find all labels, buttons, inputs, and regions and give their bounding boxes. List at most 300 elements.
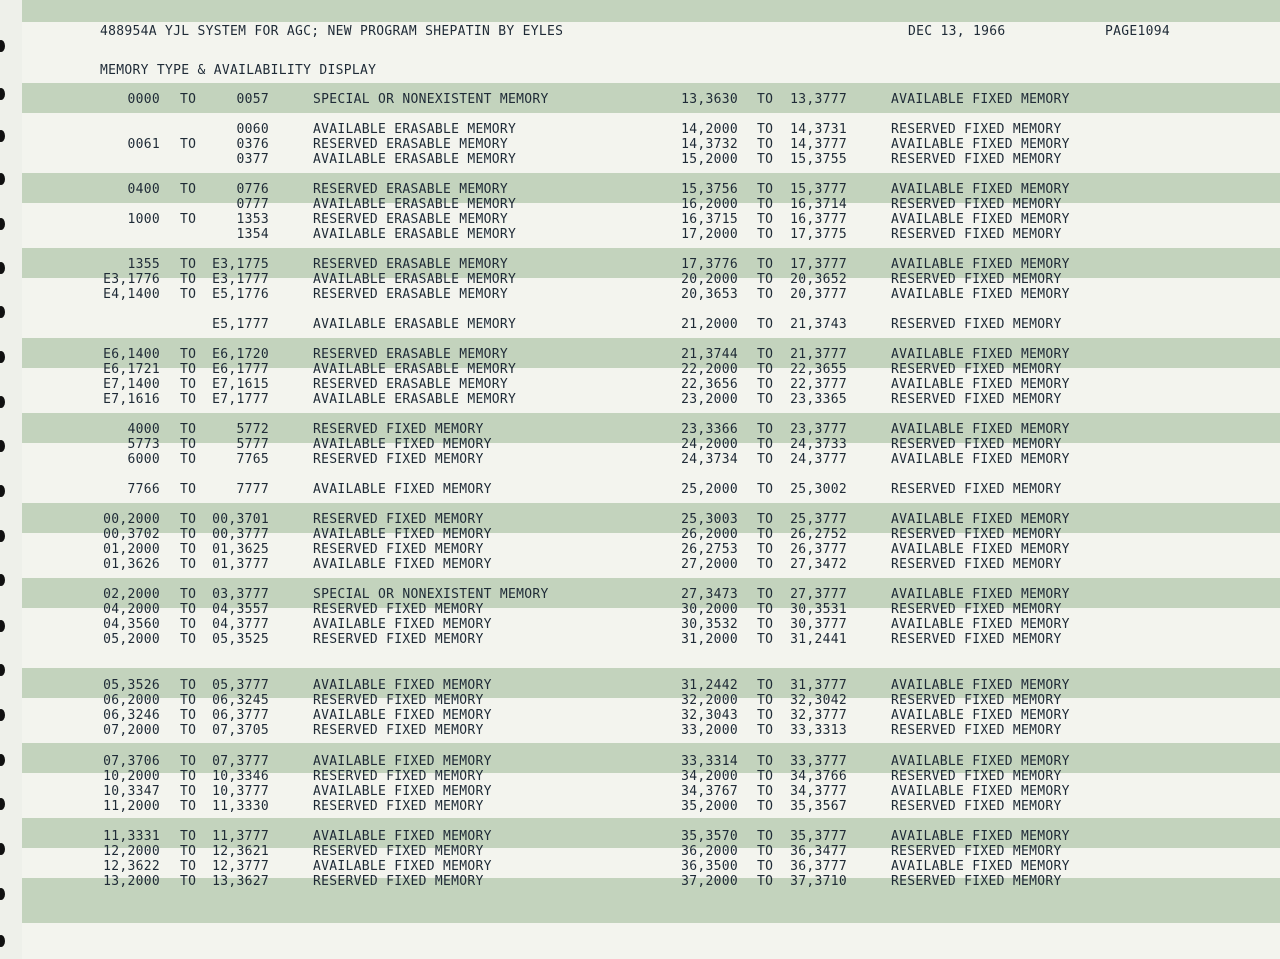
fixed-memory-type: RESERVED FIXED MEMORY xyxy=(891,227,1062,242)
range-end: 11,3330 xyxy=(212,799,269,814)
fixed-range-end: 17,3775 xyxy=(790,227,847,242)
feed-hole xyxy=(0,440,5,452)
to-label: TO xyxy=(757,377,774,392)
range-end: 00,3777 xyxy=(212,527,269,542)
printout-page xyxy=(22,0,1280,959)
memory-type: AVAILABLE ERASABLE MEMORY xyxy=(313,362,517,377)
table-row xyxy=(22,678,1280,693)
range-start: E7,1616 xyxy=(103,392,160,407)
range-start: 12,2000 xyxy=(103,844,160,859)
range-start: 5773 xyxy=(127,437,160,452)
memory-type: AVAILABLE FIXED MEMORY xyxy=(313,557,492,572)
range-end: 04,3777 xyxy=(212,617,269,632)
fixed-range-end: 14,3777 xyxy=(790,137,847,152)
to-label: TO xyxy=(757,557,774,572)
fixed-range-start: 21,3744 xyxy=(681,347,738,362)
to-label: TO xyxy=(757,617,774,632)
table-row xyxy=(22,152,1280,167)
range-start: 04,2000 xyxy=(103,602,160,617)
table-row xyxy=(22,197,1280,212)
fixed-memory-type: RESERVED FIXED MEMORY xyxy=(891,844,1062,859)
to-label: TO xyxy=(757,602,774,617)
range-start: 0400 xyxy=(127,182,160,197)
fixed-range-start: 26,2000 xyxy=(681,527,738,542)
fixed-range-end: 27,3472 xyxy=(790,557,847,572)
memory-type: RESERVED FIXED MEMORY xyxy=(313,422,484,437)
tractor-feed-strip xyxy=(0,0,22,959)
to-label: TO xyxy=(180,617,197,632)
fixed-range-start: 16,2000 xyxy=(681,197,738,212)
to-label: TO xyxy=(757,587,774,602)
memory-type: RESERVED ERASABLE MEMORY xyxy=(313,347,509,362)
memory-type: AVAILABLE ERASABLE MEMORY xyxy=(313,227,517,242)
fixed-range-end: 16,3714 xyxy=(790,197,847,212)
to-label: TO xyxy=(757,287,774,302)
range-start: 11,3331 xyxy=(103,829,160,844)
fixed-memory-type: AVAILABLE FIXED MEMORY xyxy=(891,829,1070,844)
range-start: 06,3246 xyxy=(103,708,160,723)
fixed-range-start: 14,3732 xyxy=(681,137,738,152)
to-label: TO xyxy=(180,602,197,617)
to-label: TO xyxy=(180,482,197,497)
to-label: TO xyxy=(180,799,197,814)
to-label: TO xyxy=(180,257,197,272)
fixed-memory-type: RESERVED FIXED MEMORY xyxy=(891,122,1062,137)
to-label: TO xyxy=(180,452,197,467)
feed-hole xyxy=(0,173,5,185)
range-start: 05,2000 xyxy=(103,632,160,647)
fixed-range-start: 35,3570 xyxy=(681,829,738,844)
memory-type: RESERVED FIXED MEMORY xyxy=(313,769,484,784)
fixed-range-end: 23,3777 xyxy=(790,422,847,437)
to-label: TO xyxy=(757,799,774,814)
range-end: 0060 xyxy=(236,122,269,137)
to-label: TO xyxy=(757,317,774,332)
memory-type: RESERVED ERASABLE MEMORY xyxy=(313,212,509,227)
range-end: 0376 xyxy=(236,137,269,152)
memory-type: AVAILABLE FIXED MEMORY xyxy=(313,859,492,874)
table-row xyxy=(22,617,1280,632)
fixed-memory-type: AVAILABLE FIXED MEMORY xyxy=(891,92,1070,107)
to-label: TO xyxy=(757,437,774,452)
range-end: 01,3777 xyxy=(212,557,269,572)
fixed-range-end: 25,3002 xyxy=(790,482,847,497)
range-start: 10,3347 xyxy=(103,784,160,799)
to-label: TO xyxy=(757,482,774,497)
range-end: 10,3777 xyxy=(212,784,269,799)
table-row xyxy=(22,542,1280,557)
memory-type: RESERVED FIXED MEMORY xyxy=(313,452,484,467)
fixed-memory-type: AVAILABLE FIXED MEMORY xyxy=(891,678,1070,693)
fixed-memory-type: AVAILABLE FIXED MEMORY xyxy=(891,347,1070,362)
memory-type: RESERVED ERASABLE MEMORY xyxy=(313,182,509,197)
fixed-range-end: 34,3777 xyxy=(790,784,847,799)
fixed-range-end: 33,3777 xyxy=(790,754,847,769)
table-row xyxy=(22,754,1280,769)
display-subtitle: MEMORY TYPE & AVAILABILITY DISPLAY xyxy=(100,63,377,78)
memory-type: RESERVED FIXED MEMORY xyxy=(313,632,484,647)
fixed-memory-type: RESERVED FIXED MEMORY xyxy=(891,527,1062,542)
fixed-range-end: 32,3042 xyxy=(790,693,847,708)
to-label: TO xyxy=(757,723,774,738)
feed-hole xyxy=(0,843,5,855)
range-start: 6000 xyxy=(127,452,160,467)
fixed-range-start: 13,3630 xyxy=(681,92,738,107)
range-start: 11,2000 xyxy=(103,799,160,814)
table-row xyxy=(22,287,1280,302)
range-end: 1353 xyxy=(236,212,269,227)
range-start: 07,2000 xyxy=(103,723,160,738)
table-row xyxy=(22,257,1280,272)
to-label: TO xyxy=(757,227,774,242)
fixed-range-start: 22,3656 xyxy=(681,377,738,392)
range-start: 07,3706 xyxy=(103,754,160,769)
fixed-memory-type: AVAILABLE FIXED MEMORY xyxy=(891,512,1070,527)
table-row xyxy=(22,587,1280,602)
range-end: 12,3777 xyxy=(212,859,269,874)
fixed-memory-type: RESERVED FIXED MEMORY xyxy=(891,874,1062,889)
to-label: TO xyxy=(757,422,774,437)
fixed-range-end: 26,2752 xyxy=(790,527,847,542)
fixed-memory-type: RESERVED FIXED MEMORY xyxy=(891,557,1062,572)
to-label: TO xyxy=(180,587,197,602)
range-end: E3,1777 xyxy=(212,272,269,287)
to-label: TO xyxy=(757,512,774,527)
to-label: TO xyxy=(757,754,774,769)
range-end: 0776 xyxy=(236,182,269,197)
fixed-memory-type: RESERVED FIXED MEMORY xyxy=(891,362,1062,377)
fixed-range-start: 14,2000 xyxy=(681,122,738,137)
memory-type: RESERVED FIXED MEMORY xyxy=(313,602,484,617)
memory-type: RESERVED ERASABLE MEMORY xyxy=(313,137,509,152)
feed-hole xyxy=(0,709,5,721)
to-label: TO xyxy=(180,844,197,859)
memory-type: AVAILABLE FIXED MEMORY xyxy=(313,482,492,497)
fixed-range-start: 24,2000 xyxy=(681,437,738,452)
fixed-range-end: 32,3777 xyxy=(790,708,847,723)
fixed-range-end: 13,3777 xyxy=(790,92,847,107)
range-end: 11,3777 xyxy=(212,829,269,844)
to-label: TO xyxy=(757,678,774,693)
range-end: 01,3625 xyxy=(212,542,269,557)
to-label: TO xyxy=(180,437,197,452)
fixed-memory-type: RESERVED FIXED MEMORY xyxy=(891,799,1062,814)
fixed-range-end: 35,3567 xyxy=(790,799,847,814)
table-row xyxy=(22,437,1280,452)
table-row xyxy=(22,602,1280,617)
fixed-range-end: 24,3733 xyxy=(790,437,847,452)
memory-type: SPECIAL OR NONEXISTENT MEMORY xyxy=(313,92,549,107)
feed-hole xyxy=(0,888,5,900)
fixed-range-start: 20,3653 xyxy=(681,287,738,302)
memory-type: AVAILABLE ERASABLE MEMORY xyxy=(313,392,517,407)
table-row xyxy=(22,212,1280,227)
range-end: 0057 xyxy=(236,92,269,107)
memory-type: RESERVED FIXED MEMORY xyxy=(313,542,484,557)
fixed-range-end: 37,3710 xyxy=(790,874,847,889)
to-label: TO xyxy=(180,784,197,799)
range-end: 10,3346 xyxy=(212,769,269,784)
table-row xyxy=(22,392,1280,407)
feed-hole xyxy=(0,218,5,230)
range-end: E5,1777 xyxy=(212,317,269,332)
range-end: 13,3627 xyxy=(212,874,269,889)
fixed-range-start: 15,3756 xyxy=(681,182,738,197)
table-row xyxy=(22,512,1280,527)
fixed-range-end: 30,3531 xyxy=(790,602,847,617)
fixed-memory-type: AVAILABLE FIXED MEMORY xyxy=(891,452,1070,467)
feed-hole xyxy=(0,396,5,408)
to-label: TO xyxy=(757,844,774,859)
table-row xyxy=(22,769,1280,784)
fixed-range-end: 35,3777 xyxy=(790,829,847,844)
memory-type: AVAILABLE FIXED MEMORY xyxy=(313,829,492,844)
memory-type: RESERVED FIXED MEMORY xyxy=(313,799,484,814)
fixed-range-start: 24,3734 xyxy=(681,452,738,467)
fixed-range-start: 37,2000 xyxy=(681,874,738,889)
to-label: TO xyxy=(757,829,774,844)
to-label: TO xyxy=(757,859,774,874)
fixed-range-start: 16,3715 xyxy=(681,212,738,227)
fixed-range-end: 22,3655 xyxy=(790,362,847,377)
memory-type: RESERVED ERASABLE MEMORY xyxy=(313,257,509,272)
fixed-memory-type: RESERVED FIXED MEMORY xyxy=(891,392,1062,407)
fixed-memory-type: RESERVED FIXED MEMORY xyxy=(891,769,1062,784)
table-row xyxy=(22,452,1280,467)
fixed-range-end: 34,3766 xyxy=(790,769,847,784)
table-row xyxy=(22,723,1280,738)
feed-hole xyxy=(0,530,5,542)
to-label: TO xyxy=(180,362,197,377)
to-label: TO xyxy=(757,708,774,723)
fixed-range-end: 16,3777 xyxy=(790,212,847,227)
fixed-range-start: 25,2000 xyxy=(681,482,738,497)
fixed-range-start: 21,2000 xyxy=(681,317,738,332)
fixed-range-end: 36,3777 xyxy=(790,859,847,874)
to-label: TO xyxy=(757,362,774,377)
range-start: 04,3560 xyxy=(103,617,160,632)
range-start: E7,1400 xyxy=(103,377,160,392)
range-end: E7,1777 xyxy=(212,392,269,407)
range-start: 00,3702 xyxy=(103,527,160,542)
fixed-range-start: 17,3776 xyxy=(681,257,738,272)
fixed-range-end: 21,3743 xyxy=(790,317,847,332)
fixed-range-end: 22,3777 xyxy=(790,377,847,392)
to-label: TO xyxy=(180,557,197,572)
to-label: TO xyxy=(180,212,197,227)
table-row xyxy=(22,693,1280,708)
fixed-range-start: 15,2000 xyxy=(681,152,738,167)
fixed-memory-type: AVAILABLE FIXED MEMORY xyxy=(891,587,1070,602)
feed-hole xyxy=(0,574,5,586)
range-start: 4000 xyxy=(127,422,160,437)
range-end: 06,3777 xyxy=(212,708,269,723)
feed-hole xyxy=(0,40,5,52)
fixed-range-end: 27,3777 xyxy=(790,587,847,602)
range-end: 7777 xyxy=(236,482,269,497)
range-start: E6,1721 xyxy=(103,362,160,377)
table-row xyxy=(22,784,1280,799)
memory-type: AVAILABLE FIXED MEMORY xyxy=(313,754,492,769)
fixed-memory-type: AVAILABLE FIXED MEMORY xyxy=(891,754,1070,769)
range-end: 00,3701 xyxy=(212,512,269,527)
fixed-range-end: 15,3755 xyxy=(790,152,847,167)
fixed-range-end: 36,3477 xyxy=(790,844,847,859)
to-label: TO xyxy=(180,512,197,527)
memory-type: AVAILABLE FIXED MEMORY xyxy=(313,617,492,632)
memory-type: RESERVED ERASABLE MEMORY xyxy=(313,377,509,392)
fixed-memory-type: RESERVED FIXED MEMORY xyxy=(891,723,1062,738)
range-start: E3,1776 xyxy=(103,272,160,287)
range-end: E3,1775 xyxy=(212,257,269,272)
feed-hole xyxy=(0,798,5,810)
fixed-memory-type: AVAILABLE FIXED MEMORY xyxy=(891,257,1070,272)
range-start: E4,1400 xyxy=(103,287,160,302)
fixed-range-start: 23,2000 xyxy=(681,392,738,407)
to-label: TO xyxy=(757,197,774,212)
table-row xyxy=(22,844,1280,859)
range-end: 07,3705 xyxy=(212,723,269,738)
to-label: TO xyxy=(757,347,774,362)
fixed-range-end: 17,3777 xyxy=(790,257,847,272)
fixed-range-start: 22,2000 xyxy=(681,362,738,377)
memory-type: RESERVED ERASABLE MEMORY xyxy=(313,287,509,302)
range-start: 13,2000 xyxy=(103,874,160,889)
to-label: TO xyxy=(180,829,197,844)
to-label: TO xyxy=(180,678,197,693)
to-label: TO xyxy=(757,152,774,167)
feed-hole xyxy=(0,485,5,497)
range-start: 01,2000 xyxy=(103,542,160,557)
feed-hole xyxy=(0,664,5,676)
to-label: TO xyxy=(180,874,197,889)
fixed-memory-type: AVAILABLE FIXED MEMORY xyxy=(891,542,1070,557)
range-start: 7766 xyxy=(127,482,160,497)
table-row xyxy=(22,708,1280,723)
to-label: TO xyxy=(180,92,197,107)
range-start: 1000 xyxy=(127,212,160,227)
memory-type: AVAILABLE FIXED MEMORY xyxy=(313,678,492,693)
table-row xyxy=(22,272,1280,287)
fixed-range-end: 20,3777 xyxy=(790,287,847,302)
table-row xyxy=(22,799,1280,814)
fixed-memory-type: RESERVED FIXED MEMORY xyxy=(891,693,1062,708)
table-row xyxy=(22,227,1280,242)
table-row xyxy=(22,874,1280,889)
fixed-range-start: 35,2000 xyxy=(681,799,738,814)
fixed-range-end: 31,2441 xyxy=(790,632,847,647)
range-end: E6,1777 xyxy=(212,362,269,377)
to-label: TO xyxy=(180,632,197,647)
memory-type: AVAILABLE FIXED MEMORY xyxy=(313,708,492,723)
fixed-range-end: 20,3652 xyxy=(790,272,847,287)
range-start: 01,3626 xyxy=(103,557,160,572)
to-label: TO xyxy=(180,859,197,874)
memory-type: RESERVED FIXED MEMORY xyxy=(313,512,484,527)
fixed-range-end: 23,3365 xyxy=(790,392,847,407)
fixed-range-start: 31,2000 xyxy=(681,632,738,647)
to-label: TO xyxy=(757,784,774,799)
feed-hole xyxy=(0,754,5,766)
memory-type: SPECIAL OR NONEXISTENT MEMORY xyxy=(313,587,549,602)
to-label: TO xyxy=(757,122,774,137)
fixed-memory-type: AVAILABLE FIXED MEMORY xyxy=(891,182,1070,197)
range-start: 0061 xyxy=(127,137,160,152)
fixed-memory-type: RESERVED FIXED MEMORY xyxy=(891,437,1062,452)
fixed-range-end: 14,3731 xyxy=(790,122,847,137)
to-label: TO xyxy=(757,874,774,889)
range-end: 05,3777 xyxy=(212,678,269,693)
fixed-range-start: 30,3532 xyxy=(681,617,738,632)
fixed-memory-type: AVAILABLE FIXED MEMORY xyxy=(891,784,1070,799)
feed-hole xyxy=(0,306,5,318)
to-label: TO xyxy=(757,392,774,407)
range-start: 02,2000 xyxy=(103,587,160,602)
to-label: TO xyxy=(757,542,774,557)
to-label: TO xyxy=(180,542,197,557)
fixed-range-start: 33,3314 xyxy=(681,754,738,769)
fixed-range-start: 27,2000 xyxy=(681,557,738,572)
header-date: DEC 13, 1966 xyxy=(908,24,1006,39)
fixed-range-end: 21,3777 xyxy=(790,347,847,362)
fixed-range-end: 31,3777 xyxy=(790,678,847,693)
memory-type: AVAILABLE ERASABLE MEMORY xyxy=(313,197,517,212)
fixed-range-start: 27,3473 xyxy=(681,587,738,602)
range-start: 06,2000 xyxy=(103,693,160,708)
fixed-memory-type: AVAILABLE FIXED MEMORY xyxy=(891,212,1070,227)
feed-hole xyxy=(0,88,5,100)
to-label: TO xyxy=(757,527,774,542)
memory-type: AVAILABLE FIXED MEMORY xyxy=(313,527,492,542)
range-end: 0777 xyxy=(236,197,269,212)
feed-hole xyxy=(0,620,5,632)
memory-type: AVAILABLE ERASABLE MEMORY xyxy=(313,272,517,287)
fixed-range-end: 33,3313 xyxy=(790,723,847,738)
table-row xyxy=(22,92,1280,107)
to-label: TO xyxy=(757,212,774,227)
fixed-memory-type: AVAILABLE FIXED MEMORY xyxy=(891,708,1070,723)
fixed-memory-type: RESERVED FIXED MEMORY xyxy=(891,482,1062,497)
range-start: 0000 xyxy=(127,92,160,107)
fixed-memory-type: RESERVED FIXED MEMORY xyxy=(891,152,1062,167)
to-label: TO xyxy=(180,137,197,152)
fixed-memory-type: AVAILABLE FIXED MEMORY xyxy=(891,617,1070,632)
fixed-range-start: 34,3767 xyxy=(681,784,738,799)
memory-type: AVAILABLE FIXED MEMORY xyxy=(313,784,492,799)
table-row xyxy=(22,829,1280,844)
feed-hole xyxy=(0,351,5,363)
to-label: TO xyxy=(180,347,197,362)
table-row xyxy=(22,347,1280,362)
table-row xyxy=(22,317,1280,332)
to-label: TO xyxy=(757,769,774,784)
to-label: TO xyxy=(180,287,197,302)
to-label: TO xyxy=(180,723,197,738)
memory-type: RESERVED FIXED MEMORY xyxy=(313,844,484,859)
fixed-memory-type: RESERVED FIXED MEMORY xyxy=(891,602,1062,617)
fixed-memory-type: RESERVED FIXED MEMORY xyxy=(891,197,1062,212)
to-label: TO xyxy=(180,272,197,287)
range-start: 1355 xyxy=(127,257,160,272)
range-end: 07,3777 xyxy=(212,754,269,769)
table-row xyxy=(22,422,1280,437)
fixed-range-end: 26,3777 xyxy=(790,542,847,557)
fixed-range-start: 34,2000 xyxy=(681,769,738,784)
range-start: 12,3622 xyxy=(103,859,160,874)
range-end: E6,1720 xyxy=(212,347,269,362)
memory-type: AVAILABLE ERASABLE MEMORY xyxy=(313,122,517,137)
memory-type: RESERVED FIXED MEMORY xyxy=(313,723,484,738)
